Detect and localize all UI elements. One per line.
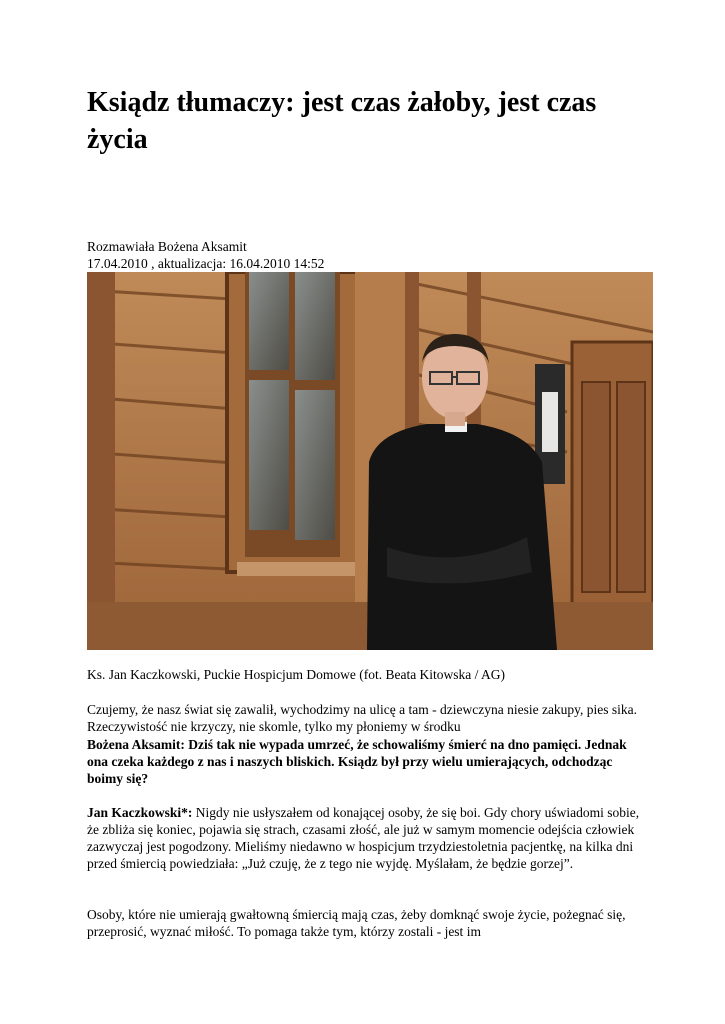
closing-paragraph: Osoby, które nie umierają gwałtowną śmiercią mają czas, żeby domknąć swoje życie, pożegnać się, przeprosić, wyznać miłość. To pomaga także tym, którzy zostali - jest im [87, 907, 626, 939]
lead-paragraph: Czujemy, że nasz świat się zawalił, wychodzimy na ulicę a tam - dziewczyna niesie zakupy, pies sika. Rzeczywistość nie krzyczy, nie skomle, tylko my płoniemy w środku [87, 702, 638, 734]
article-photo [87, 272, 653, 650]
article-title: Ksiądz tłumaczy: jest czas żałoby, jest czas życia [87, 87, 597, 155]
byline [87, 238, 324, 272]
author-line: Rozmawiała Bożena Aksamit [87, 239, 247, 254]
date-line: 17.04.2010 , aktualizacja: 16.04.2010 14:52 [87, 256, 325, 271]
answer-speaker: Jan Kaczkowski*: [87, 805, 193, 820]
interview-answer [87, 804, 647, 872]
interview-question: Bożena Aksamit: Dziś tak nie wypada umrzeć, że schowaliśmy śmierć na dno pamięci. Jednak ona czeka każdego z nas i naszych bliskich. Ksiądz był przy wielu umierających, odchodząc boimy się? [87, 737, 627, 786]
answer-text: Nigdy nie usłyszałem od konającej osoby, że się boi. Gdy chory uświadomi sobie, że zbliża się koniec, pojawia się strach, czasami złość, ale już w samym momencie odejścia człowiek zazwyczaj jest pogodzony. Mieliśmy niedawno w hospicjum trzydziestoletnia pacjentkę, na kilka dni przed śmiercią powiedziała: „Już czuję, że z tego nie wyjdę. Myślałam, że będzie gorzej”. [87, 805, 640, 871]
photo-caption: Ks. Jan Kaczkowski, Puckie Hospicjum Domowe (fot. Beata Kitowska / AG) [87, 667, 506, 682]
